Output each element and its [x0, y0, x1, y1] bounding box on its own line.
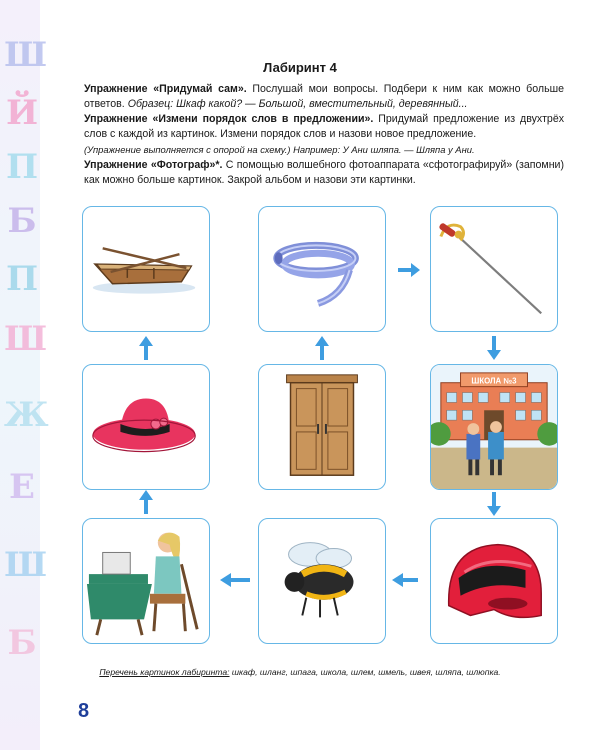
exercise-2	[84, 112, 564, 158]
picture-list-label: Перечень картинок лабиринта:	[99, 667, 230, 677]
exercise-3-name: Упражнение «Фотограф»*.	[84, 159, 223, 171]
picture-school	[430, 364, 558, 490]
arrow-hose-to-sword	[398, 262, 420, 283]
picture-hat	[82, 364, 210, 490]
exercise-2-name: Упражнение «Измени порядок слов в предложении».	[84, 113, 374, 125]
picture-sword	[430, 206, 558, 332]
school-image	[431, 365, 557, 489]
side-letter: Й	[5, 93, 39, 133]
exercise-1-name: Упражнение «Придумай сам».	[84, 83, 247, 95]
hat-image	[83, 365, 209, 489]
arrow-helmet-to-bumblebee	[392, 572, 418, 593]
helmet-image	[431, 519, 557, 643]
picture-wardrobe	[258, 364, 386, 490]
picture-list-caption	[0, 667, 600, 677]
side-letter: Ш	[4, 319, 48, 359]
exercise-1	[84, 82, 564, 112]
picture-bumblebee	[258, 518, 386, 644]
sword-image	[431, 207, 557, 331]
side-letter: П	[5, 147, 39, 187]
arrow-school-to-helmet	[486, 492, 502, 521]
side-letter: Ш	[4, 545, 48, 585]
hose-image	[259, 207, 385, 331]
side-letter: Ж	[4, 395, 49, 435]
arrow-hat-to-boat	[138, 336, 154, 365]
picture-boat	[82, 206, 210, 332]
exercise-3-text: С помощью волшебного фотоаппарата «сфотографируй» (запомни) как можно больше картинок. Закрой альбом и назови эти картинки.	[84, 159, 564, 186]
bumblebee-image	[259, 519, 385, 643]
page-title: Лабиринт 4	[263, 60, 337, 75]
side-letter: Б	[7, 623, 37, 663]
school-sign: ШКОЛА №3	[471, 376, 517, 386]
side-letter: Е	[9, 467, 35, 507]
exercise-2-text: Придумай предложение из двухтрёх слов с каждой из картинок. Измени порядок слов и назови новое предложение.	[84, 113, 565, 140]
side-letter: П	[5, 259, 39, 299]
arrow-seamstress-to-hat	[138, 490, 154, 519]
page-number: 8	[78, 700, 90, 722]
picture-list: шкаф, шланг, шпага, школа, шлем, шмель, швея, шляпа, шлюпка.	[229, 667, 501, 677]
exercise-2-note: (Упражнение выполняется с опорой на схему.) Например: У Ани шляпа. — Шляпа у Ани.	[84, 144, 475, 155]
exercise-3	[84, 158, 564, 188]
exercise-1-example: Образец: Шкаф какой? — Большой, вместительный, деревянный...	[127, 98, 468, 110]
arrow-wardrobe-to-hose	[314, 336, 330, 365]
wardrobe-image	[259, 365, 385, 489]
side-letter: Ш	[4, 35, 48, 75]
picture-hose	[258, 206, 386, 332]
decorative-letter-strip	[0, 0, 49, 750]
seamstress-image	[83, 519, 209, 643]
arrow-bumblebee-to-seamstress	[220, 572, 250, 593]
exercise-text	[84, 82, 564, 188]
arrow-sword-to-school	[486, 336, 502, 365]
boat-image	[83, 207, 209, 331]
side-letter: Б	[7, 201, 37, 241]
picture-helmet	[430, 518, 558, 644]
picture-seamstress	[82, 518, 210, 644]
exercise-1-text: Послушай мои вопросы. Подбери к ним как можно больше ответов.	[84, 83, 564, 110]
